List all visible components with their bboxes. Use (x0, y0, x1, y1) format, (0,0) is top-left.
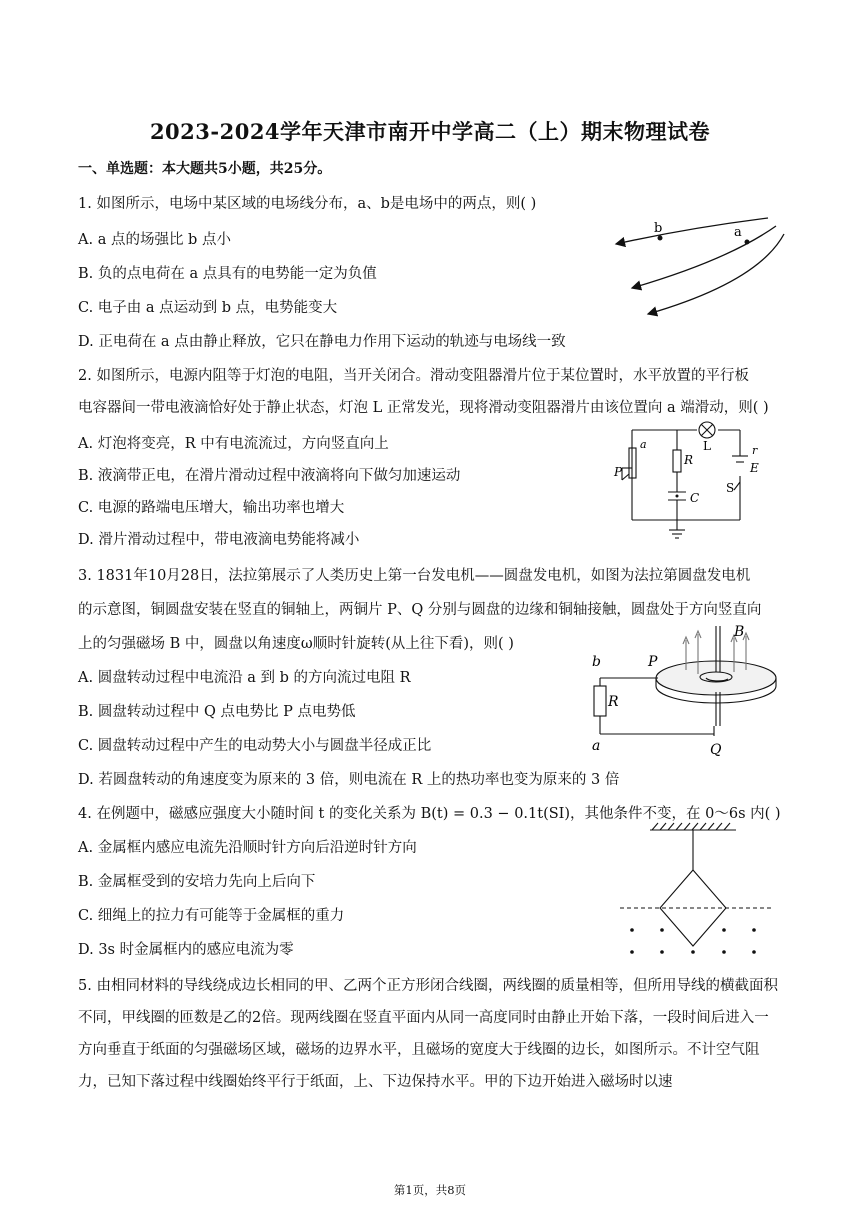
q2-label-r-small: r (752, 444, 758, 457)
q3-label-p: P (648, 654, 658, 670)
q2-option-d: D. 滑片滑动过程中，带电液滴电势能将减小 (78, 532, 360, 548)
q4-option-c: C. 细绳上的拉力有可能等于金属框的重力 (78, 908, 345, 924)
q3-label-a: a (592, 738, 601, 754)
q2-label-p: P (614, 465, 623, 479)
q3-disc-generator-figure (588, 622, 788, 760)
page-footer: 第1页，共8页 (393, 1183, 467, 1197)
q3-option-a: A. 圆盘转动过程中电流沿 a 到 b 的方向流过电阻 R (78, 670, 411, 686)
q2-circuit-figure (612, 420, 772, 544)
q1-field-lines-figure (608, 210, 788, 320)
q4-stem: 4. 在例题中，磁感应强度大小随时间 t 的变化关系为 B(t) = 0.3 − 0.1t(SI)，其他条件不变，在 0～6s 内( ) (78, 806, 781, 822)
q5-text: 5. 由相同材料的导线绕成边长相同的甲、乙两个正方形闭合线圈，两线圈的质量相等，但所用导线的横截面积不同，甲线圈的匝数是乙的2倍。现两线圈在竖直平面内从同一高度同时由静止开始下落，一段时间后进入一方向垂直于纸面的匀强磁场区域，磁场的边界水平，且磁场的宽度大于线圈的边长，如图所示。不计空气阻力，已知下落过程中线圈始终平行于纸面，上、下边保持水平。甲的下边开始进入磁场时以速 (78, 978, 778, 1090)
q1-option-d: D. 正电荷在 a 点由静止释放，它只在静电力作用下运动的轨迹与电场线一致 (78, 334, 566, 350)
q4-option-a: A. 金属框内感应电流先沿顺时针方向后沿逆时针方向 (78, 840, 417, 856)
q3-label-b: b (592, 654, 601, 670)
q1-option-b: B. 负的点电荷在 a 点具有的电势能一定为负值 (78, 266, 377, 282)
q1-option-a: A. a 点的场强比 b 点小 (78, 232, 231, 248)
q1-label-b: b (654, 221, 663, 236)
q3-label-r: R (608, 694, 619, 710)
q3-label-q: Q (710, 742, 722, 758)
page-title: 2023-2024学年天津市南开中学高二（上）期末物理试卷 (149, 119, 711, 144)
q2-option-a: A. 灯泡将变亮，R 中有电流流过，方向竖直向上 (78, 436, 389, 452)
q2-label-s: S (726, 481, 735, 495)
q2-stem-line2: 电容器间一带电液滴恰好处于静止状态，灯泡 L 正常发光，现将滑动变阻器滑片由该位置向 a 端滑动，则( ) (78, 400, 769, 416)
section-heading: 一、单选题：本大题共5小题，共25分。 (78, 161, 332, 177)
q2-label-a: a (640, 438, 647, 451)
q2-option-b: B. 液滴带正电，在滑片滑动过程中液滴将向下做匀加速运动 (78, 468, 461, 484)
q2-label-e: E (750, 461, 759, 475)
q3-option-d: D. 若圆盘转动的角速度变为原来的 3 倍，则电流在 R 上的热功率也变为原来的 3 倍 (78, 772, 620, 788)
q3-stem-line1: 3. 1831年10月28日，法拉第展示了人类历史上第一台发电机——圆盘发电机，如图为法拉第圆盘发电机 (78, 568, 751, 584)
q3-option-c: C. 圆盘转动过程中产生的电动势大小与圆盘半径成正比 (78, 738, 432, 754)
q2-label-c: C (690, 491, 700, 505)
q1-label-a: a (734, 225, 742, 240)
q3-stem-line2: 的示意图，铜圆盘安装在竖直的铜轴上，两铜片 P、Q 分别与圆盘的边缘和铜轴接触，圆盘处于方向竖直向 (78, 602, 762, 618)
q2-option-c: C. 电源的路端电压增大，输出功率也增大 (78, 500, 345, 516)
q2-stem-line1: 2. 如图所示，电源内阻等于灯泡的电阻，当开关闭合。滑动变阻器滑片位于某位置时，水平放置的平行板 (78, 368, 749, 384)
q3-option-b: B. 圆盘转动过程中 Q 点电势比 P 点电势低 (78, 704, 356, 720)
q4-hanging-frame-figure (616, 820, 776, 960)
q4-option-d: D. 3s 时金属框内的感应电流为零 (78, 942, 294, 958)
q2-label-l: L (703, 439, 711, 453)
q1-stem: 1. 如图所示，电场中某区域的电场线分布，a、b是电场中的两点，则( ) (78, 196, 537, 212)
q1-option-c: C. 电子由 a 点运动到 b 点，电势能变大 (78, 300, 338, 316)
q3-label-field-b: B (734, 624, 745, 640)
q4-option-b: B. 金属框受到的安培力先向上后向下 (78, 874, 316, 890)
q2-label-r: R (684, 453, 694, 467)
q3-stem-line3: 上的匀强磁场 B 中，圆盘以角速度ω顺时针旋转(从上往下看)，则( ) (78, 636, 514, 652)
